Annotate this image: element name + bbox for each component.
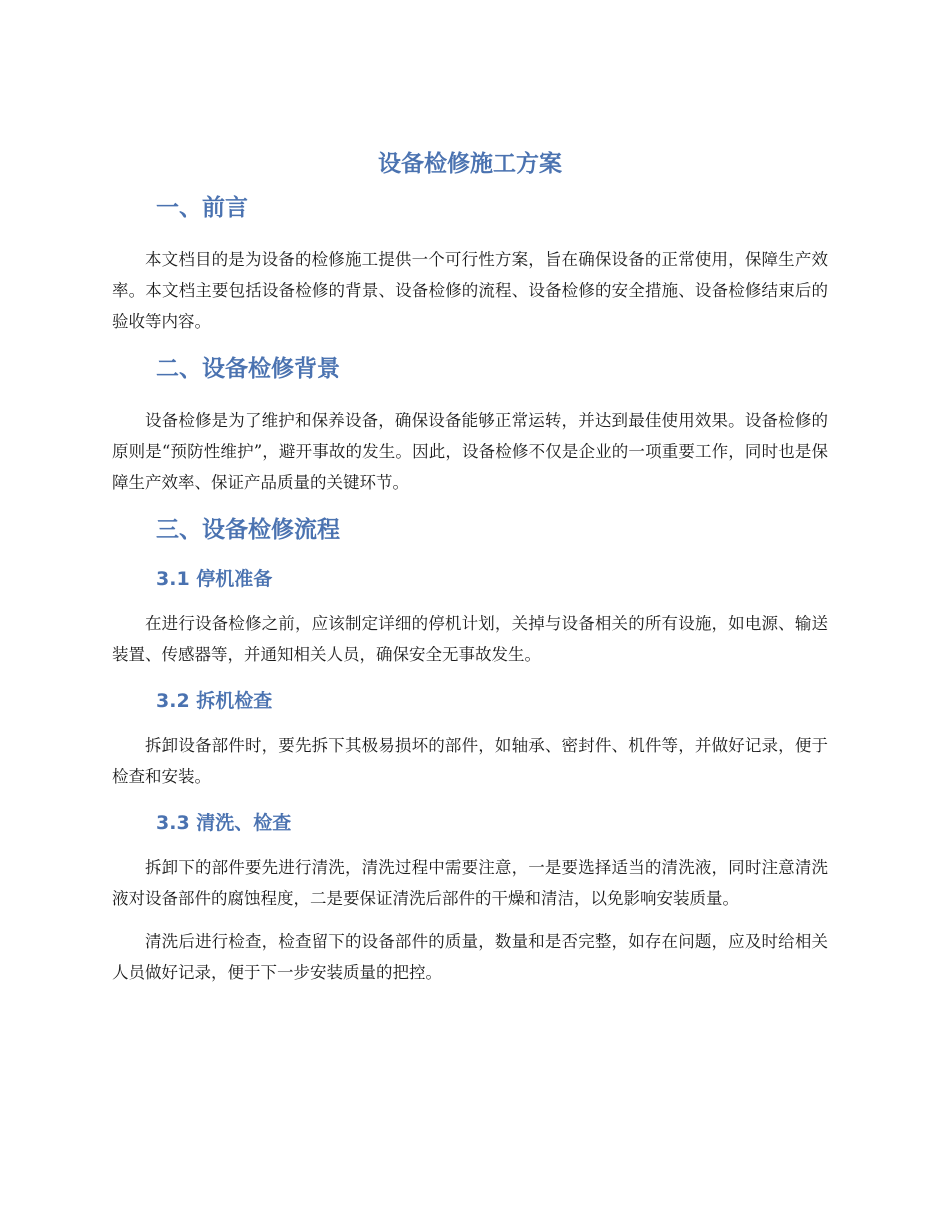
- paragraph-preface: 本文档目的是为设备的检修施工提供一个可行性方案，旨在确保设备的正常使用，保障生产效率。本文档主要包括设备检修的背景、设备检修的流程、设备检修的安全措施、设备检修结束后的验收等内容。: [112, 250, 828, 331]
- paragraph-cleaning: 拆卸下的部件要先进行清洗，清洗过程中需要注意，一是要选择适当的清洗液，同时注意清洗液对设备部件的腐蚀程度，二是要保证清洗后部件的干燥和清洁，以免影响安装质量。: [112, 858, 828, 908]
- paragraph-disassembly: 拆卸设备部件时，要先拆下其极易损坏的部件，如轴承、密封件、机件等，并做好记录，便于检查和安装。: [112, 736, 828, 786]
- document-title: 设备检修施工方案: [378, 151, 562, 177]
- section-heading-process: 三、设备检修流程: [156, 517, 340, 543]
- paragraph-inspection: 清洗后进行检查，检查留下的设备部件的质量，数量和是否完整，如存在问题，应及时给相关人员做好记录，便于下一步安装质量的把控。: [112, 932, 828, 982]
- subsection-heading-shutdown: 3.1 停机准备: [156, 568, 273, 590]
- section-heading-preface: 一、前言: [156, 195, 248, 221]
- subsection-heading-cleaning: 3.3 清洗、检查: [156, 812, 292, 834]
- paragraph-background: 设备检修是为了维护和保养设备，确保设备能够正常运转，并达到最佳使用效果。设备检修的原则是“预防性维护”，避开事故的发生。因此，设备检修不仅是企业的一项重要工作，同时也是保障生产效率、保证产品质量的关键环节。: [112, 411, 828, 492]
- paragraph-shutdown: 在进行设备检修之前，应该制定详细的停机计划，关掉与设备相关的所有设施，如电源、输送装置、传感器等，并通知相关人员，确保安全无事故发生。: [112, 614, 828, 664]
- subsection-heading-disassembly: 3.2 拆机检查: [156, 690, 273, 712]
- section-heading-background: 二、设备检修背景: [156, 356, 340, 382]
